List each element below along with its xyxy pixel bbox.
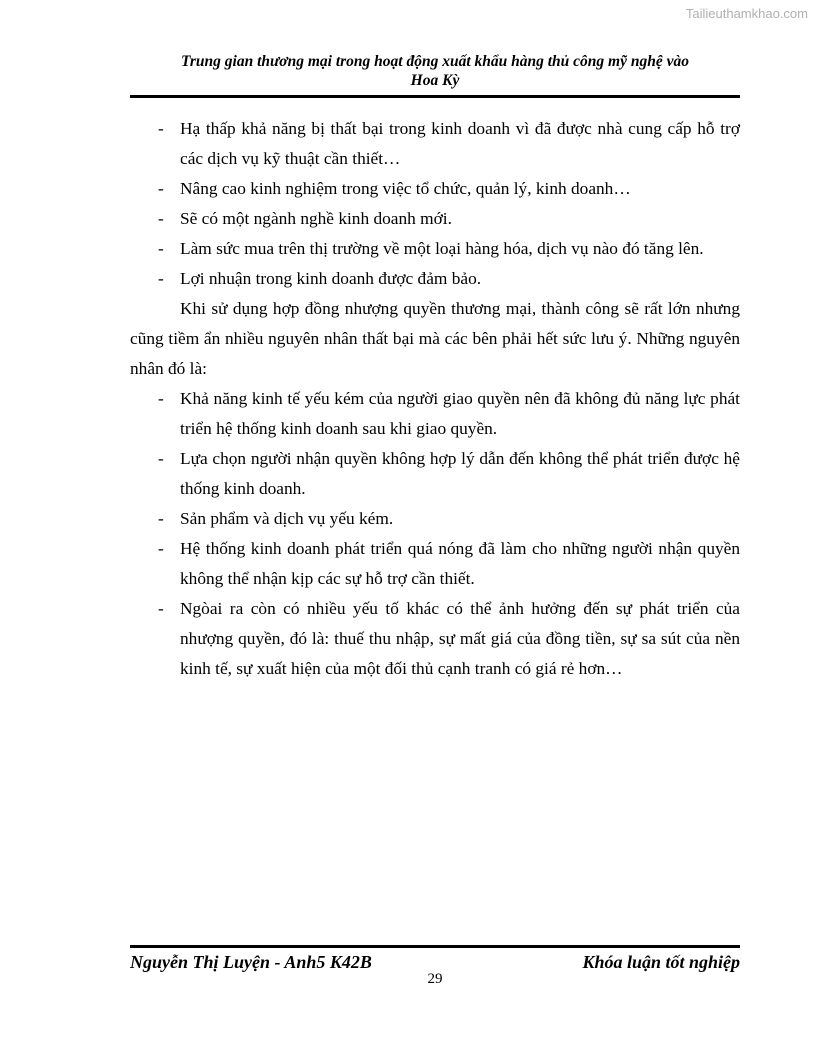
list-item (130, 444, 740, 504)
list-item-text: Làm sức mua trên thị trường về một loại hàng hóa, dịch vụ nào đó tăng lên. (180, 239, 704, 258)
list-item-text: Sẽ có một ngành nghề kinh doanh mới. (180, 209, 452, 228)
list-item-text: Khả năng kinh tế yếu kém của người giao quyền nên đã không đủ năng lực phát triển hệ thống kinh doanh sau khi giao quyền. (180, 389, 740, 438)
footer-doc-type: Khóa luận tốt nghiệp (582, 952, 740, 972)
list-item-text: Nâng cao kinh nghiệm trong việc tổ chức, quản lý, kinh doanh… (180, 179, 631, 198)
list-item-text: Ngòai ra còn có nhiều yếu tố khác có thể ảnh hưởng đến sự phát triển của nhượng quyền, đó là: thuế thu nhập, sự mất giá của đồng tiền, sự sa sút của nền kinh tế, sự xuất hiện của một đối thủ cạnh tranh có giá rẻ hơn… (180, 599, 740, 678)
list-item (130, 234, 740, 264)
list-item (130, 384, 740, 444)
bullet-dash: - (158, 269, 164, 288)
list-item-text: Hệ thống kinh doanh phát triển quá nóng đã làm cho những người nhận quyền không thể nhận kịp các sự hỗ trợ cần thiết. (180, 539, 740, 588)
list-item-text: Lợi nhuận trong kinh doanh được đảm bảo. (180, 269, 482, 288)
paragraph: Khi sử dụng hợp đồng nhượng quyền thương mại, thành công sẽ rất lớn nhưng cũng tiềm ẩn nhiều nguyên nhân thất bại mà các bên phải hết sức lưu ý. Những nguyên nhân đó là: (130, 299, 740, 378)
list-item-text: Sản phẩm và dịch vụ yếu kém. (180, 509, 394, 528)
list-item-text: Hạ thấp khả năng bị thất bại trong kinh doanh vì đã được nhà cung cấp hỗ trợ các dịch vụ kỹ thuật cần thiết… (180, 119, 740, 168)
page-footer (130, 952, 740, 973)
page-number: 29 (427, 971, 443, 987)
footer-rule (130, 945, 740, 948)
footer-author: Nguyễn Thị Luyện - Anh5 K42B (130, 952, 372, 972)
header-title-line1: Trung gian thương mại trong hoạt động xuất khẩu hàng thủ công mỹ nghệ vào (180, 53, 689, 70)
page-header (130, 52, 740, 90)
bullet-dash: - (158, 209, 164, 228)
list-item (130, 534, 740, 594)
bullet-dash: - (158, 239, 164, 258)
bullet-dash: - (158, 539, 164, 558)
header-rule (130, 95, 740, 98)
bullet-dash: - (158, 509, 164, 528)
document-body (130, 114, 740, 684)
list-item-text: Lựa chọn người nhận quyền không hợp lý dẫn đến không thể phát triển được hệ thống kinh doanh. (180, 449, 740, 498)
watermark: Tailieuthamkhao.com (685, 6, 808, 21)
bullet-dash: - (158, 389, 164, 408)
bullet-dash: - (158, 179, 164, 198)
list-item (130, 504, 740, 534)
list-item (130, 174, 740, 204)
list-item (130, 114, 740, 174)
bullet-dash: - (158, 119, 164, 138)
list-item (130, 264, 740, 294)
list-item (130, 204, 740, 234)
bullet-dash: - (158, 449, 164, 468)
bullet-dash: - (158, 599, 164, 618)
header-title-line2: Hoa Kỳ (410, 72, 460, 89)
list-item (130, 594, 740, 684)
